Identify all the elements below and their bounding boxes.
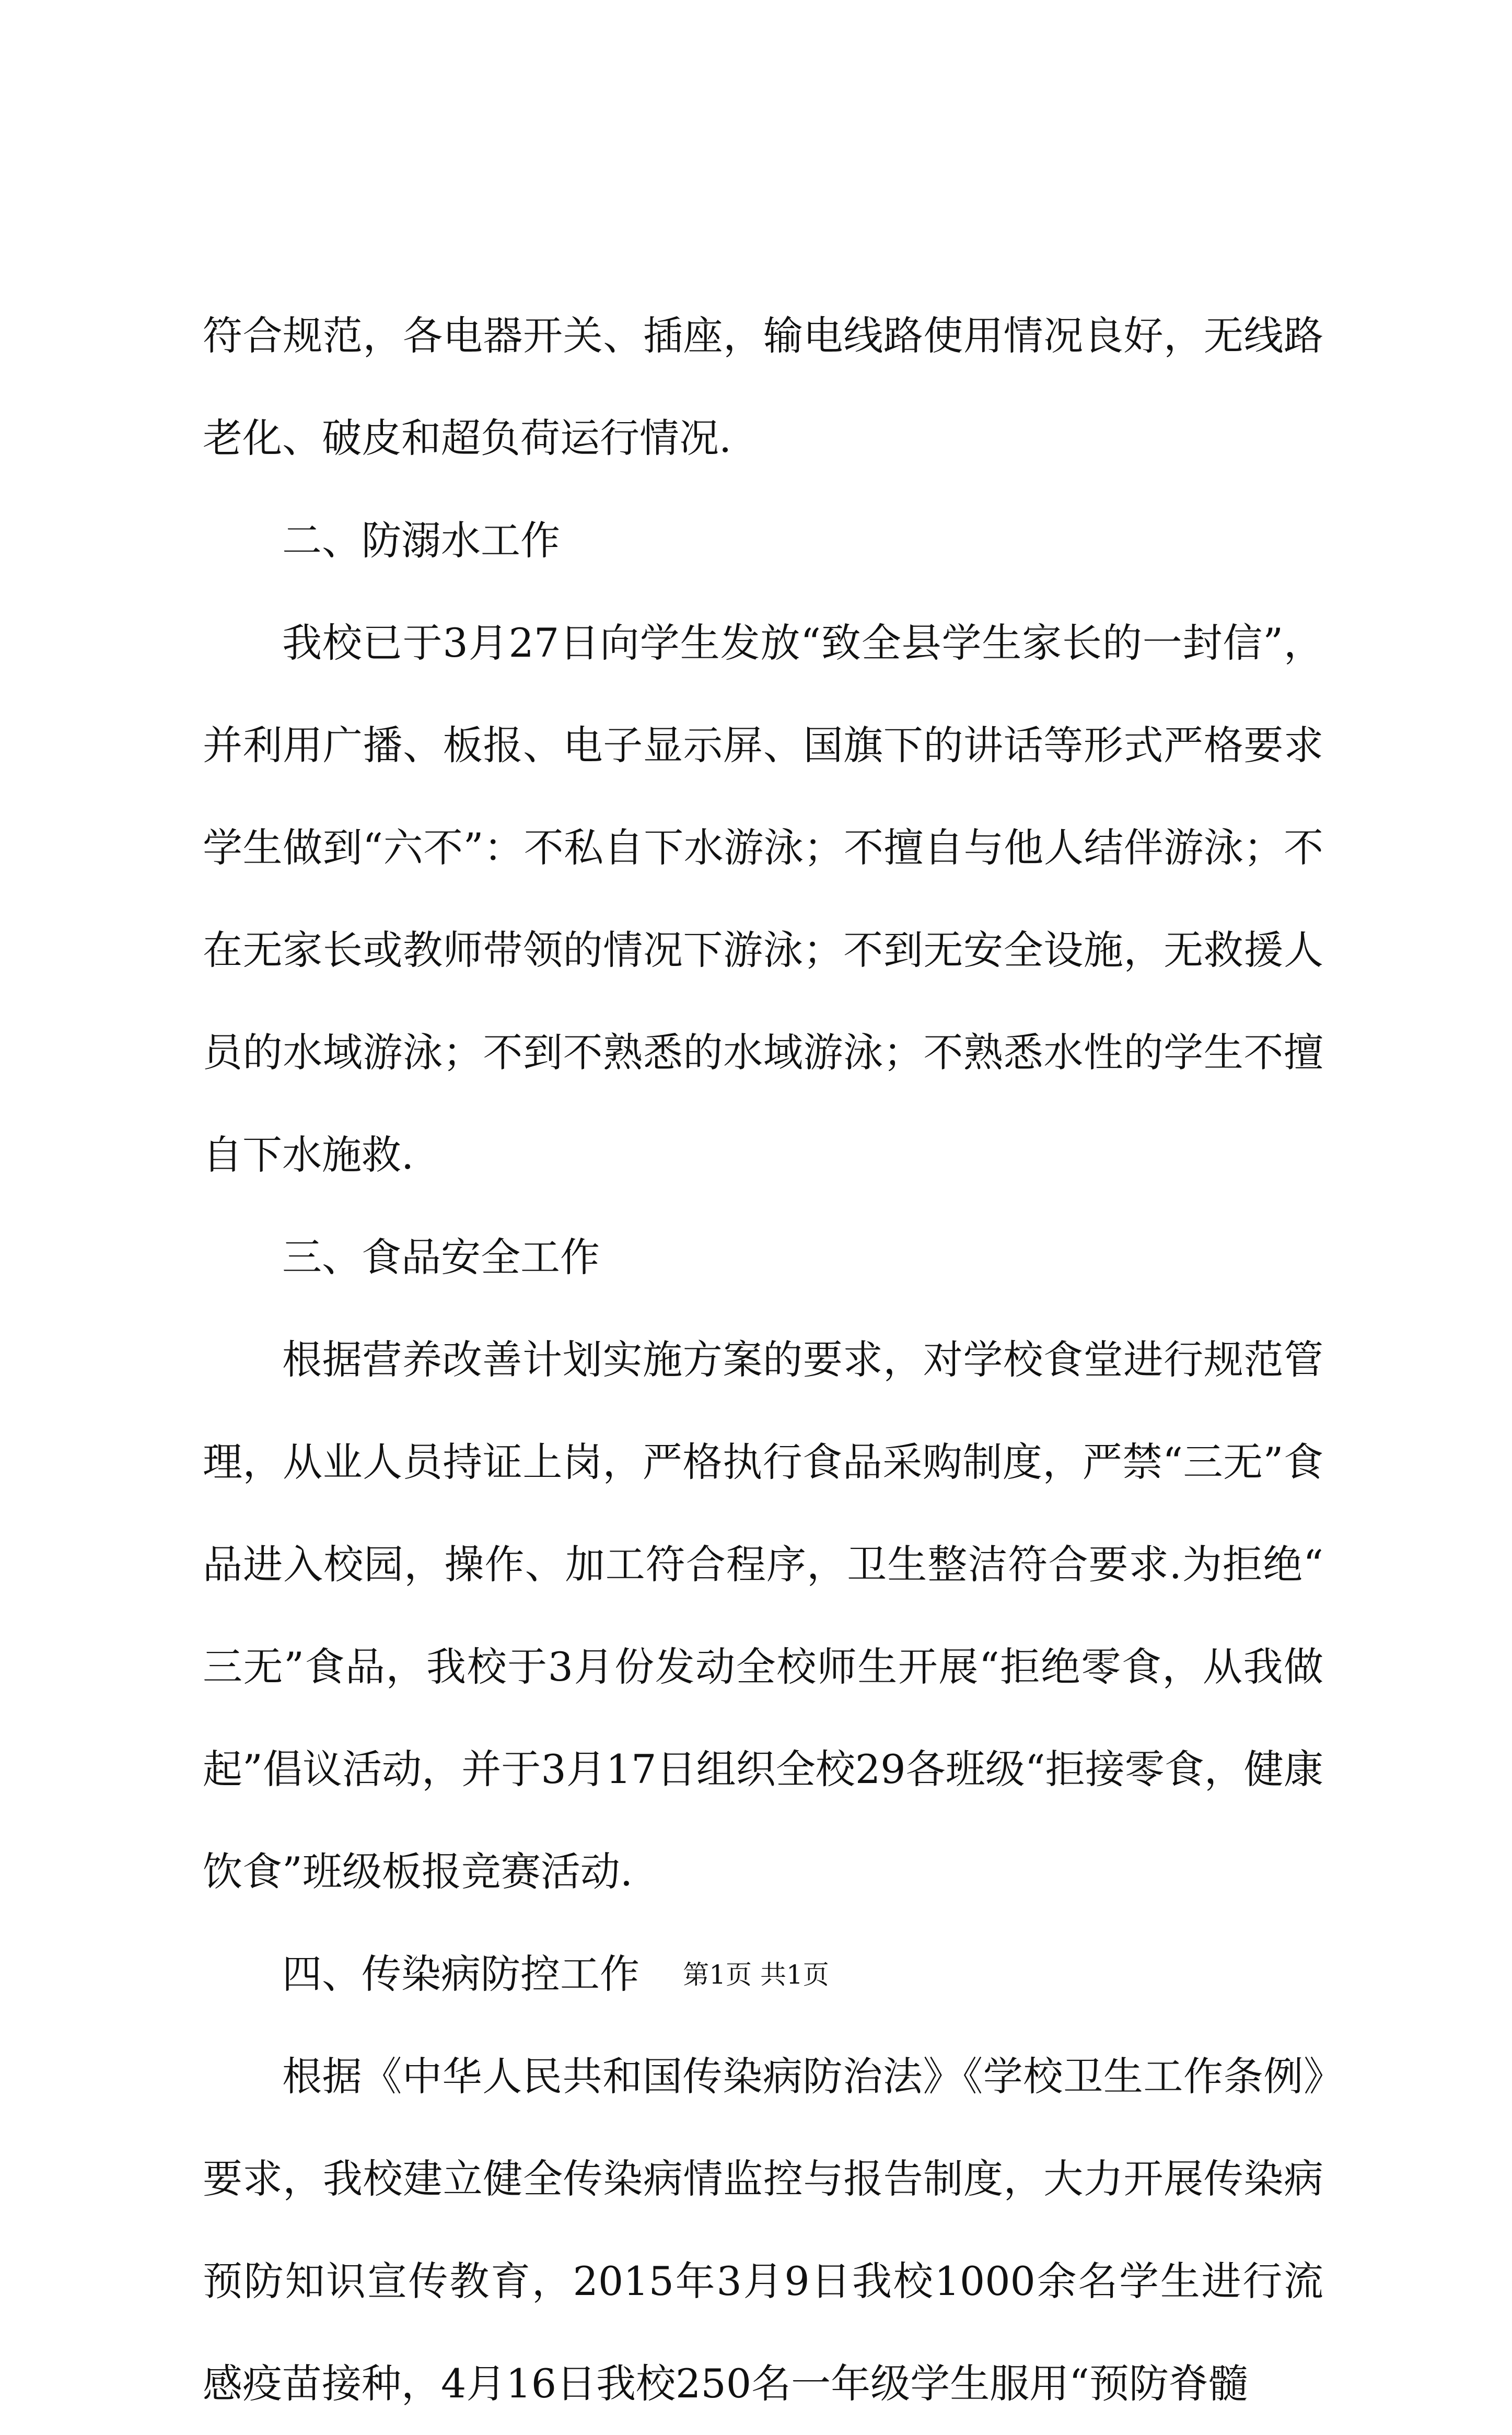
section-heading-infectious-disease: 四、传染病防控工作 bbox=[282, 1951, 639, 1997]
paragraph-infectious-disease: 根据《中华人民共和国传染病防治法》《学校卫生工作条例》要求，我校建立健全传染病情监控与报告制度，大力开展传染病预防知识宣传教育，2015年3月9日我校1000余名学生进行流感疫苗接种，4月16日我校250名一年级学生服用“预防脊髓 bbox=[203, 2053, 1323, 2407]
page-footer: 第1页 共1页 bbox=[683, 1960, 829, 1990]
paragraph-food-safety: 根据营养改善计划实施方案的要求，对学校食堂进行规范管理，从业人员持证上岗，严格执行食品采购制度，严禁“三无”食品进入校园，操作、加工符合程序，卫生整洁符合要求.为拒绝“三无”食品，我校于3月份发动全校师生开展“拒绝零食，从我做起”倡议活动，并于3月17日组织全校29各班级“拒接零食，健康饮食”班级板报竞赛活动. bbox=[203, 1336, 1323, 1895]
document-body bbox=[203, 285, 1323, 2435]
paragraph-drowning-prevention: 我校已于3月27日向学生发放“致全县学生家长的一封信”，并利用广播、板报、电子显示屏、国旗下的讲话等形式严格要求学生做到“六不”：不私自下水游泳；不擅自与他人结伴游泳；不在无家长或教师带领的情况下游泳；不到无安全设施，无救援人员的水域游泳；不到不熟悉的水域游泳；不熟悉水性的学生不擅自下水施救. bbox=[203, 620, 1323, 1178]
section-heading-food-safety: 三、食品安全工作 bbox=[282, 1234, 600, 1280]
section-heading-drowning-prevention: 二、防溺水工作 bbox=[282, 517, 560, 564]
paragraph-electrical-safety-continued: 符合规范，各电器开关、插座，输电线路使用情况良好，无线路老化、破皮和超负荷运行情况. bbox=[203, 312, 1323, 461]
